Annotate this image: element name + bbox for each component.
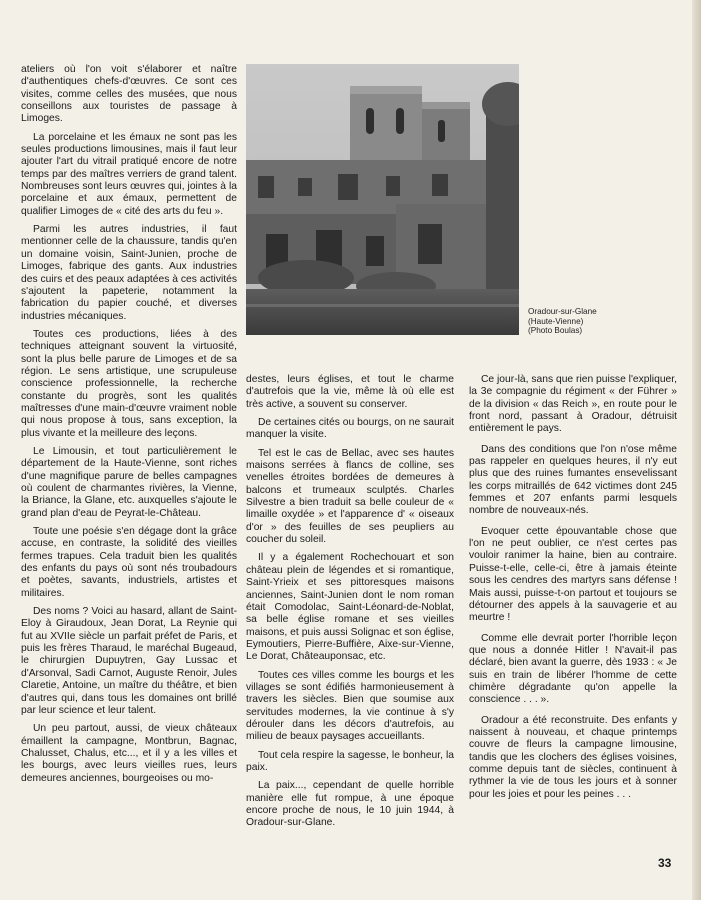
text-column-2 bbox=[246, 374, 454, 836]
photo-caption bbox=[528, 307, 688, 336]
paragraph: Ce jour-là, sans que rien puisse l'expliquer, la 3e compagnie du régiment « der Führer » de la division « das Reich », en route pour le front nord, passant à Oradour, détruisit entièrement le pays. bbox=[469, 374, 677, 435]
paragraph: Dans des conditions que l'on n'ose même pas rappeler en quelques heures, il n'y eut plus que des ruines fumantes ensevelissant les corps mitraillés de 642 victimes dont 245 femmes et 207 enfants parmi lesquels nombre de nouveaux-nés. bbox=[469, 443, 677, 517]
paragraph: Il y a également Rochechouart et son château plein de légendes et si romantique, Saint-Yrieix et ses pittoresques maisons anciennes, Saint-Junien dont le nom roman était Comodolac, Saint-Léonard-de-Noblat, sa belle église romane et ses vieilles maisons, et puis aussi Solignac et son église, Eymoutiers, Pierre-Buffière, Aixe-sur-Vienne, Le Dorat, Châteauponsac, etc. bbox=[246, 552, 454, 663]
caption-credit: (Photo Boulas) bbox=[528, 326, 583, 336]
paragraph: Un peu partout, aussi, de vieux châteaux émaillent la campagne, Montbrun, Bagnac, Chalusset, Chalus, etc..., et il y a les villes et les bourgs, avec leurs vieilles rues, leurs demeures anciennes, bourgeoises ou mo- bbox=[21, 723, 237, 784]
caption-place: Oradour-sur-Glane bbox=[528, 307, 597, 316]
text-column-1 bbox=[21, 64, 237, 791]
text-column-3 bbox=[469, 374, 677, 809]
paragraph: Toute une poésie s'en dégage dont la grâce accuse, en contraste, la solidité des vieilles fermes trapues. Cela traduit bien les qualités des enfants du pays où sont nés troubadours et poètes, savants, industriels, artistes et militaires. bbox=[21, 526, 237, 599]
paragraph: Oradour a été reconstruite. Des enfants y naissent à nouveau, et chaque printemps couvre de fleurs la campagne limousine, tandis que les clochers des églises voisines, comme depuis tant de siècles, continuent à rythmer la vie de tous les jours et à sonner pour les joies et pour les peines . . . bbox=[469, 714, 677, 800]
paragraph: ateliers où l'on voit s'élaborer et naître d'authentiques chefs-d'œuvres. Ce sont ces visites, comme celles des musées, que nous conseillons aux touristes de passage à Limoges. bbox=[21, 64, 237, 125]
page-number: 33 bbox=[658, 856, 672, 870]
paragraph: Tout cela respire la sagesse, le bonheur, la paix. bbox=[246, 749, 454, 773]
page-edge-shadow bbox=[692, 0, 701, 900]
paragraph: Comme elle devrait porter l'horrible leçon que nous a donnée Hitler ! N'avait-il pas déclaré, bien avant la guerre, dès 1933 : « Je suis en train de libérer l'homme de cette chimère dégradante qu'on appelle la conscience . . . ». bbox=[469, 632, 677, 706]
paragraph: Parmi les autres industries, il faut mentionner celle de la chaussure, tandis qu'en un domaine voisin, Saint-Junien, proche de Limoges, fabrique des gants. Aux industries des cuirs et des peaux adaptées à ces activités s'ajoutent la papeterie, notamment la fabrication du papier couché, et diverses industries mécaniques. bbox=[21, 224, 237, 322]
paragraph: Des noms ? Voici au hasard, allant de Saint-Eloy à Giraudoux, Jean Dorat, La Reynie qui fut au XVIIe siècle un parfait préfet de Paris, et puis les frères Tharaud, le maréchal Bugeaud, le chirurgien Dupuytren, Gay Lussac et d'Arsonval, Sadi Carnot, Auguste Renoir, Jules Claretie, Antoine, un maître du théâtre, et bien d'autres qui, dans tous les domaines ont brillé par leur science et leur talent. bbox=[21, 606, 237, 716]
paragraph: Toutes ces productions, liées à des techniques atteignant souvent la virtuosité, sont la plus belle parure de Limoges et de sa région. Le sens artistique, une scrupuleuse conscience professionnelle, la recherche constante du progrès, sont les qualités maîtresses d'une main-d'œuvre vraiment noble qui nous propose à tous, sans exception, la plus vivante et la meilleure des leçons. bbox=[21, 328, 237, 439]
paragraph: Evoquer cette épouvantable chose que l'on ne peut oublier, ce n'est certes pas vouloir ranimer la haine, bien au contraire. Puisse-t-elle, celle-ci, être à jamais éteinte sous les cendres des martyrs sans défense ! Mais aussi, puisse-t-on partout et toujours se détourner des appels à la sauvagerie et au meurtre ! bbox=[469, 525, 677, 624]
paragraph: destes, leurs églises, et tout le charme d'autrefois que la vie, même là où elle est très active, a souvent su conserver. bbox=[246, 374, 454, 410]
paragraph: La paix..., cependant de quelle horrible manière elle fut rompue, à une époque encore proche de nous, le 10 juin 1944, à Oradour-sur-Glane. bbox=[246, 780, 454, 829]
oradour-church-photo bbox=[246, 64, 519, 335]
paragraph: De certaines cités ou bourgs, on ne saurait manquer la visite. bbox=[246, 417, 454, 441]
paragraph: Toutes ces villes comme les bourgs et les villages se sont édifiés harmonieusement à travers les siècles. Bien que soumise aux servitudes modernes, la vie continue à s'y dérouler dans les décors d'autrefois, au milieu de beaux paysages accueillants. bbox=[246, 669, 454, 743]
paragraph: Tel est le cas de Bellac, avec ses hautes maisons serrées à flancs de colline, ses venelles étroites bordées de demeures à balcons et trumeaux sculptés. Charles Silvestre a bien traduit sa belle couleur de « limaille oxydée » et l'apparence d' « oiseaux d'or » des feuilles de ses peupliers au coucher du soleil. bbox=[246, 447, 454, 546]
paragraph: La porcelaine et les émaux ne sont pas les seules productions limousines, mais il faut leur ajouter l'art du vitrail pratiqué encore de notre temps par des maîtres verriers de grand talent. Nombreuses sont leurs œuvres qui, jointes à la porcelaine et aux émaux, permettent de qualifier Limoges de « cité des arts du feu ». bbox=[21, 131, 237, 217]
paragraph: Le Limousin, et tout particulièrement le département de la Haute-Vienne, sont riches d'une magnifique parure de belles campagnes où coulent de charmantes rivières, la Vienne, la Briance, la Glane, etc. auxquelles s'ajoute le grand plan d'eau de Peyrat-le-Château. bbox=[21, 445, 237, 519]
caption-department: (Haute-Vienne) bbox=[528, 316, 584, 326]
